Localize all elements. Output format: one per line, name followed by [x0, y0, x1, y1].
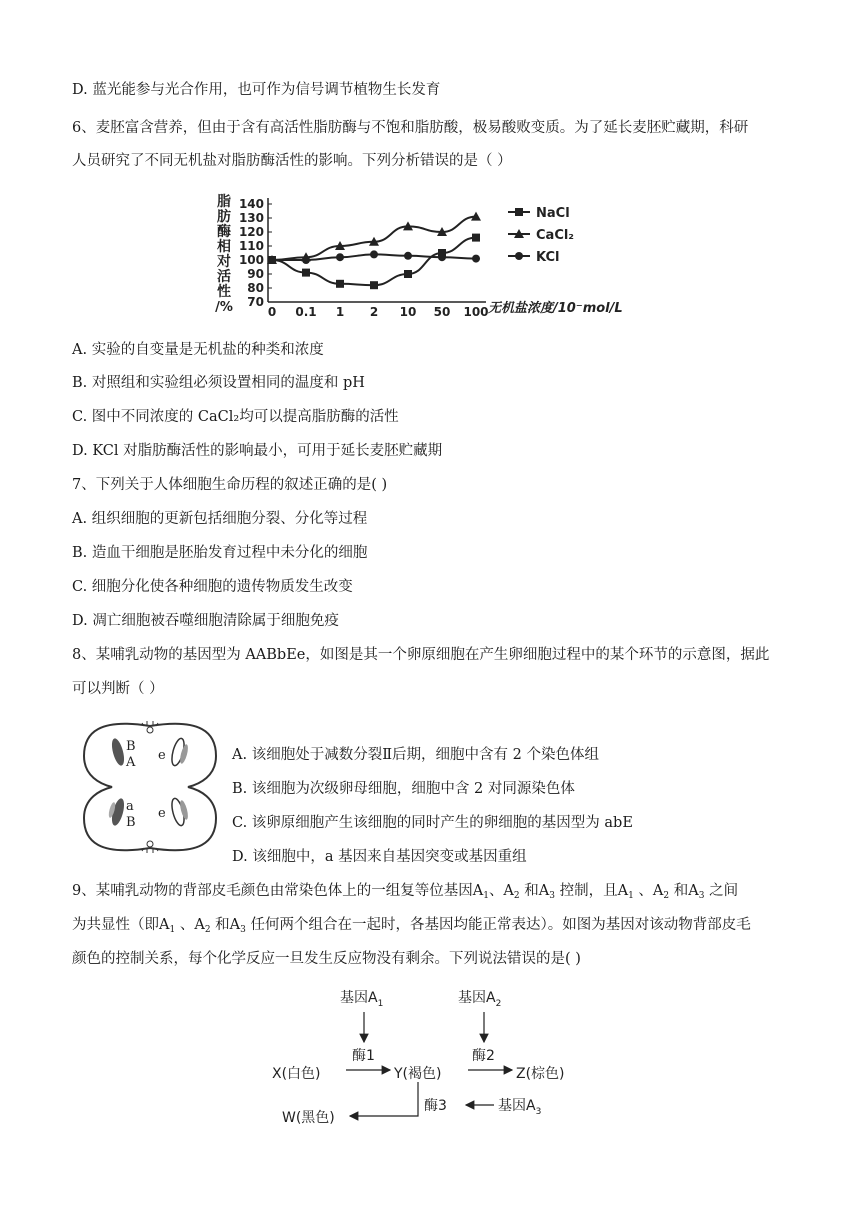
q6-stem-line2: 人员研究了不同无机盐对脂肪酶活性的影响。下列分析错误的是（ ） [72, 153, 512, 169]
y-tick-label: 130 [238, 211, 264, 225]
q6-option-c: C. 图中不同浓度的 CaCl₂均可以提高脂肪酶的活性 [72, 409, 399, 425]
point-NaCl [336, 280, 344, 288]
ylabel-char: 肪 [217, 209, 231, 225]
enzyme2-label: 酶2 [472, 1048, 495, 1064]
ylabel-char: 活 [217, 269, 231, 285]
gene-a3-label: 基因$A_3$ [498, 1098, 542, 1117]
x-axis-label: 无机盐浓度/10⁻mol/L [488, 301, 623, 316]
x-tick-label: 0.1 [295, 305, 317, 319]
point-NaCl [370, 281, 378, 289]
point-NaCl [472, 234, 480, 242]
legend-marker [515, 252, 523, 260]
q7-option-b: B. 造血干细胞是胚胎发育过程中未分化的细胞 [72, 545, 368, 561]
enzyme3-label: 酶3 [424, 1098, 447, 1114]
x-tick-label: 100 [463, 305, 489, 319]
y-tick-label: 120 [238, 225, 264, 239]
cell-membrane [84, 724, 216, 851]
ylabel-char: 性 [217, 284, 231, 300]
q8-option-d: D. 该细胞中，a 基因来自基因突变或基因重组 [232, 849, 527, 865]
x-tick-label: 0 [267, 305, 277, 319]
label-top-b: B [126, 739, 136, 754]
point-KCl [404, 252, 412, 260]
label-bottom-a: a [126, 799, 134, 814]
label-bottom-e: e [158, 806, 166, 821]
label-top-a: A [126, 755, 136, 770]
y-tick-label: 110 [238, 239, 264, 253]
q8-stem-line1: 8、某哺乳动物的基因型为 AABbEe，如图是其一个卵原细胞在产生卵细胞过程中的某个环节的示意图，据此 [72, 647, 770, 663]
y-brown-label: Y(褐色) [394, 1066, 442, 1082]
label-top-e: e [158, 748, 166, 763]
y-tick-label: 80 [247, 281, 264, 295]
y-tick-label: 90 [247, 267, 264, 281]
chromosome-top-left [110, 737, 127, 767]
y-tick-label: 70 [247, 295, 264, 309]
x-tick-label: 10 [399, 305, 417, 319]
legend-label: CaCl₂ [536, 228, 575, 243]
w-black-label: W(黑色) [282, 1110, 335, 1126]
ylabel-char: 酶 [217, 224, 231, 240]
x-white-label: X(白色) [272, 1066, 321, 1082]
x-tick-label: 2 [369, 305, 379, 319]
q6-line-chart [212, 190, 664, 328]
q8-stem-line2: 可以判断（ ） [72, 681, 164, 697]
point-NaCl [302, 269, 310, 277]
point-NaCl [404, 270, 412, 278]
legend-marker [515, 208, 523, 216]
bottom-centrosome [142, 841, 158, 853]
q8-option-b: B. 该细胞为次级卵母细胞，细胞中含 2 对同源染色体 [232, 781, 575, 797]
q7-option-c: C. 细胞分化使各种细胞的遗传物质发生改变 [72, 579, 353, 595]
q5-option-d: D. 蓝光能参与光合作用，也可作为信号调节植物生长发育 [72, 82, 441, 98]
q6-option-b: B. 对照组和实验组必须设置相同的温度和 pH [72, 375, 365, 391]
ylabel-char: 脂 [217, 194, 231, 210]
q6-option-d: D. KCl 对脂肪酶活性的影响最小，可用于延长麦胚贮藏期 [72, 443, 443, 459]
q9-pathway-diagram [270, 978, 600, 1138]
q8-cell-diagram [80, 712, 220, 862]
q9-stem-line1: 9、某哺乳动物的背部皮毛颜色由常染色体上的一组复等位基因$A_1$、$A_2$ 和$A_3$ 控制，且$A_1$ 、$A_2$ 和$A_3$ 之间 [72, 883, 739, 901]
gene-a1-label: 基因$A_1$ [340, 990, 384, 1009]
ylabel-unit: /% [215, 300, 233, 315]
arrow-y-to-w [350, 1082, 418, 1116]
z-tan-label: Z(棕色) [516, 1066, 565, 1082]
point-KCl [336, 253, 344, 261]
q7-option-a: A. 组织细胞的更新包括细胞分裂、分化等过程 [72, 511, 368, 527]
point-KCl [302, 256, 310, 264]
q6-option-a: A. 实验的自变量是无机盐的种类和浓度 [72, 342, 324, 358]
q6-stem-line1: 6、麦胚富含营养，但由于含有高活性脂肪酶与不饱和脂肪酸，极易酸败变质。为了延长麦胚贮藏期，科研 [72, 120, 749, 136]
q8-option-c: C. 该卵原细胞产生该细胞的同时产生的卵细胞的基因型为 abE [232, 815, 633, 831]
q8-option-a: A. 该细胞处于减数分裂Ⅱ后期，细胞中含有 2 个染色体组 [232, 747, 599, 763]
legend-label: NaCl [536, 206, 570, 221]
point-KCl [370, 250, 378, 258]
x-tick-label: 50 [433, 305, 451, 319]
ylabel-char: 对 [217, 254, 231, 270]
point-KCl [268, 256, 276, 264]
enzyme1-label: 酶1 [352, 1048, 375, 1064]
ylabel-char: 相 [217, 239, 231, 255]
y-tick-label: 100 [238, 253, 264, 267]
legend-label: KCl [536, 250, 560, 265]
gene-a2-label: 基因$A_2$ [458, 990, 502, 1009]
q9-stem-line3: 颜色的控制关系，每个化学反应一旦发生反应物没有剩余。下列说法错误的是( ) [72, 951, 581, 967]
x-tick-label: 1 [335, 305, 345, 319]
point-KCl [438, 253, 446, 261]
q9-stem-line2: 为共显性（即$A_1$ 、$A_2$ 和$A_3$ 任何两个组合在一起时，各基因均能正常表达）。如图为基因对该动物背部皮毛 [72, 917, 751, 935]
q7-option-d: D. 凋亡细胞被吞噬细胞清除属于细胞免疫 [72, 613, 339, 629]
point-KCl [472, 255, 480, 263]
label-bottom-b: B [126, 815, 136, 830]
q7-stem: 7、下列关于人体细胞生命历程的叙述正确的是( ) [72, 477, 388, 493]
top-centrosome [142, 721, 158, 733]
y-tick-label: 140 [238, 197, 264, 211]
